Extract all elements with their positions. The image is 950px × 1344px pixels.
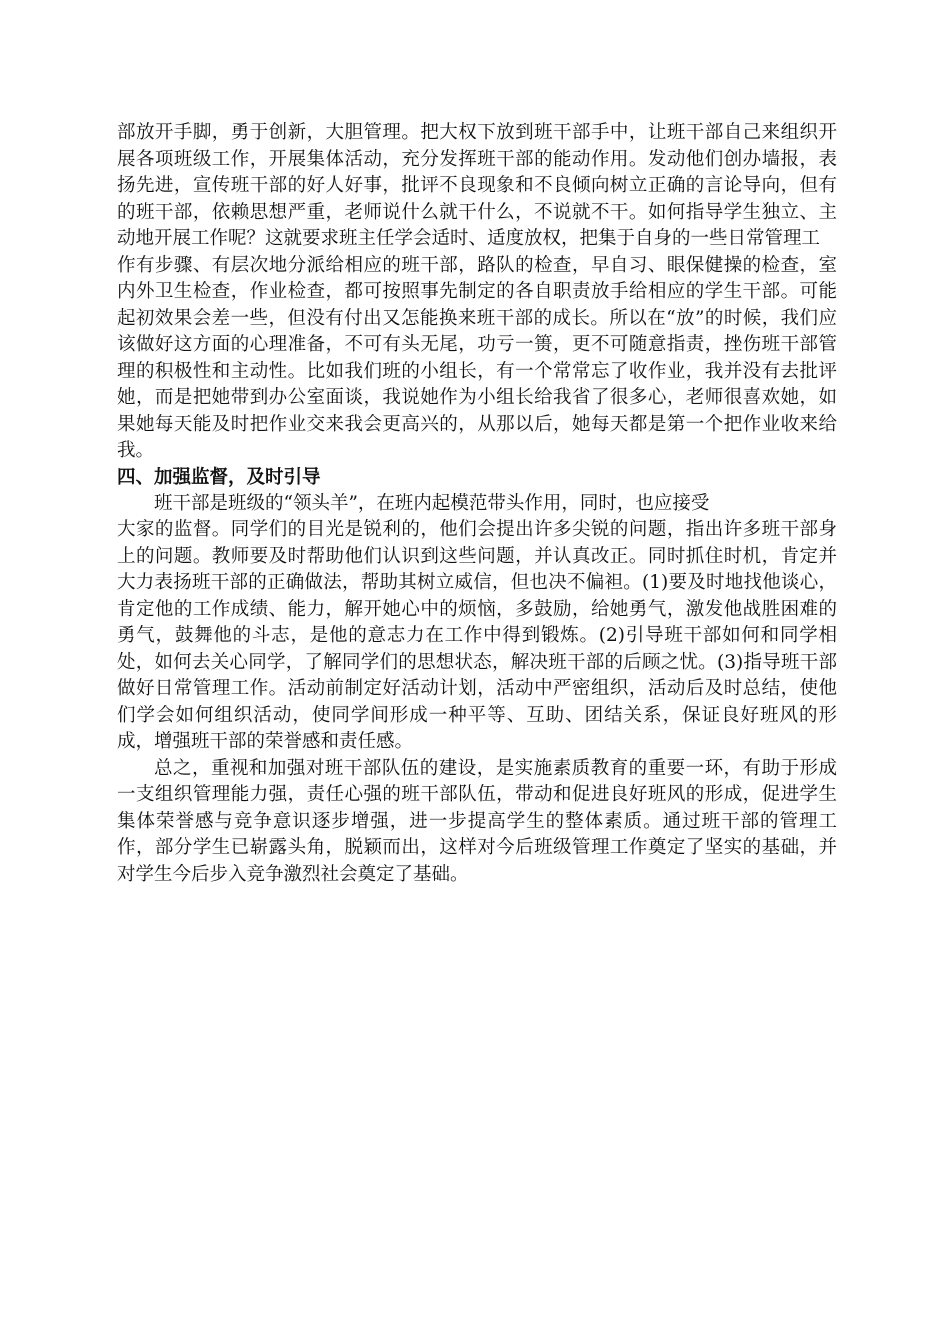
document-body (117, 120, 837, 888)
paragraph-delegation: 作有步骤、有层次地分派给相应的班干部，路队的检查，早自习、眼保健操的检查，室内外卫生检查，作业检查，都可按照事先制定的各自职责放手给相应的学生干部。可能起初效果会差一些，但没有付出又怎能换来班干部的成长。所以在“放”的时候，我们应该做好这方面的心理准备，不可有头无尾，功亏一篑，更不可随意指责，挫伤班干部管理的积极性和主动性。比如我们班的小组长，有一个常常忘了收作业，我并没有去批评她，而是把她带到办公室面谈，我说她作为小组长给我省了很多心，老师很喜欢她，如果她每天能及时把作业交来我会更高兴的，从那以后，她每天都是第一个把作业收来给我。 (117, 254, 837, 461)
paragraph-continued: 部放开手脚，勇于创新，大胆管理。把大权下放到班干部手中，让班干部自己来组织开展各项班级工作，开展集体活动，充分发挥班干部的能动作用。发动他们创办墙报，表扬先进，宣传班干部的好人好事，批评不良现象和不良倾向树立正确的言论导向，但有的班干部，依赖思想严重，老师说什么就干什么，不说就不干。如何指导学生独立、主动地开展工作呢？这就要求班主任学会适时、适度放权，把集于自身的一些日常管理工 (117, 122, 837, 249)
section-heading: 四、加强监督，及时引导 (117, 466, 321, 488)
paragraph-conclusion: 总之，重视和加强对班干部队伍的建设，是实施素质教育的重要一环，有助于形成一支组织管理能力强，责任心强的班干部队伍，带动和促进良好班风的形成，促进学生集体荣誉感与竞争意识逐步增强，进一步提高学生的整体素质。通过班干部的管理工作，部分学生已崭露头角，脱颖而出，这样对今后班级管理工作奠定了坚实的基础，并对学生今后步入竞争激烈社会奠定了基础。 (117, 757, 837, 885)
section-intro: 班干部是班级的“领头羊”，在班内起模范带头作用，同时，也应接受 (154, 492, 710, 514)
paragraph-supervision: 大家的监督。同学们的目光是锐利的，他们会提出许多尖锐的问题，指出许多班干部身上的问题。教师要及时帮助他们认识到这些问题，并认真改正。同时抓住时机，肯定并大力表扬班干部的正确做法，帮助其树立威信，但也决不偏袒。(1)要及时地找他谈心，肯定他的工作成绩、能力，解开她心中的烦恼，多鼓励，给她勇气，激发他战胜困难的勇气，鼓舞他的斗志，是他的意志力在工作中得到锻炼。(2)引导班干部如何和同学相处，如何去关心同学，了解同学们的思想状态，解决班干部的后顾之忧。(3)指导班干部做好日常管理工作。活动前制定好活动计划，活动中严密组织，活动后及时总结，使他们学会如何组织活动，使同学间形成一种平等、互助、团结关系，保证良好班风的形成，增强班干部的荣誉感和责任感。 (117, 519, 837, 752)
